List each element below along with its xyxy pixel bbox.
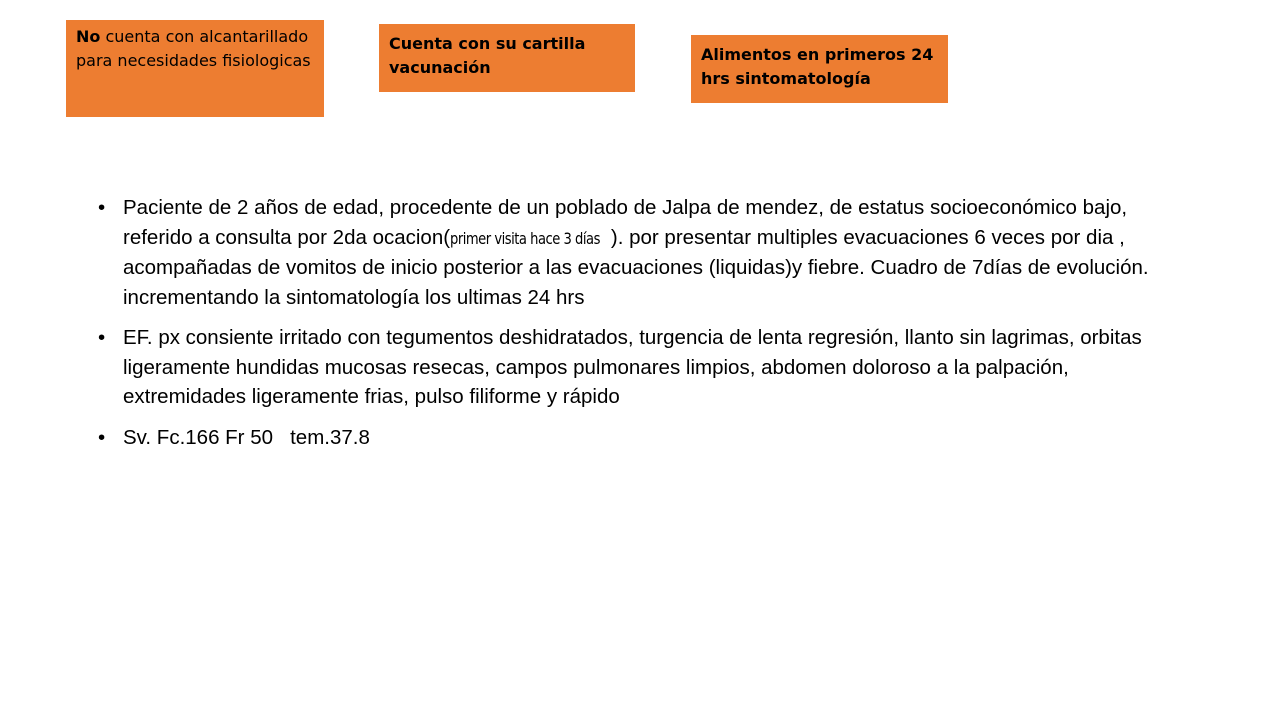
note-sanitation bbox=[66, 20, 324, 117]
bullet-patient-history bbox=[98, 193, 1178, 312]
note-vaccination: Cuenta con su cartilla vacunación bbox=[379, 24, 635, 92]
history-previous-visit: primer visita hace 3 días bbox=[450, 228, 600, 248]
note-food: Alimentos en primeros 24 hrs sintomatología bbox=[691, 35, 948, 103]
history-text-start: Paciente de 2 años de edad, procedente de un poblado de Jalpa de mendez, de estatus socioeconómico bajo, referido a consulta por 2da ocacion( bbox=[123, 196, 1128, 249]
case-description bbox=[98, 193, 1178, 463]
history-text-end: ). por presentar multiples evacuaciones 6 veces por dia , acompañadas de vomitos de inicio posterior a las evacuaciones (liquidas)y fiebre. Cuadro de 7días de evolución. incrementando la sintomatología los ultimas 24 hrs bbox=[123, 225, 1149, 309]
bullet-physical-exam: • EF. px consiente irritado con tegumentos deshidratados, turgencia de lenta regresión, llanto sin lagrimas, orbitas ligeramente hundidas mucosas resecas, campos pulmonares limpios, abdomen doloroso a la palpación, extremidades ligeramente frias, pulso filiforme y rápido bbox=[98, 323, 1178, 412]
bullet-vital-signs: • Sv. Fc.166 Fr 50 tem.37.8 bbox=[98, 423, 1178, 453]
note-sanitation-text: cuenta con alcantarillado para necesidades fisiologicas bbox=[76, 27, 311, 70]
note-sanitation-bold: No bbox=[76, 27, 101, 46]
